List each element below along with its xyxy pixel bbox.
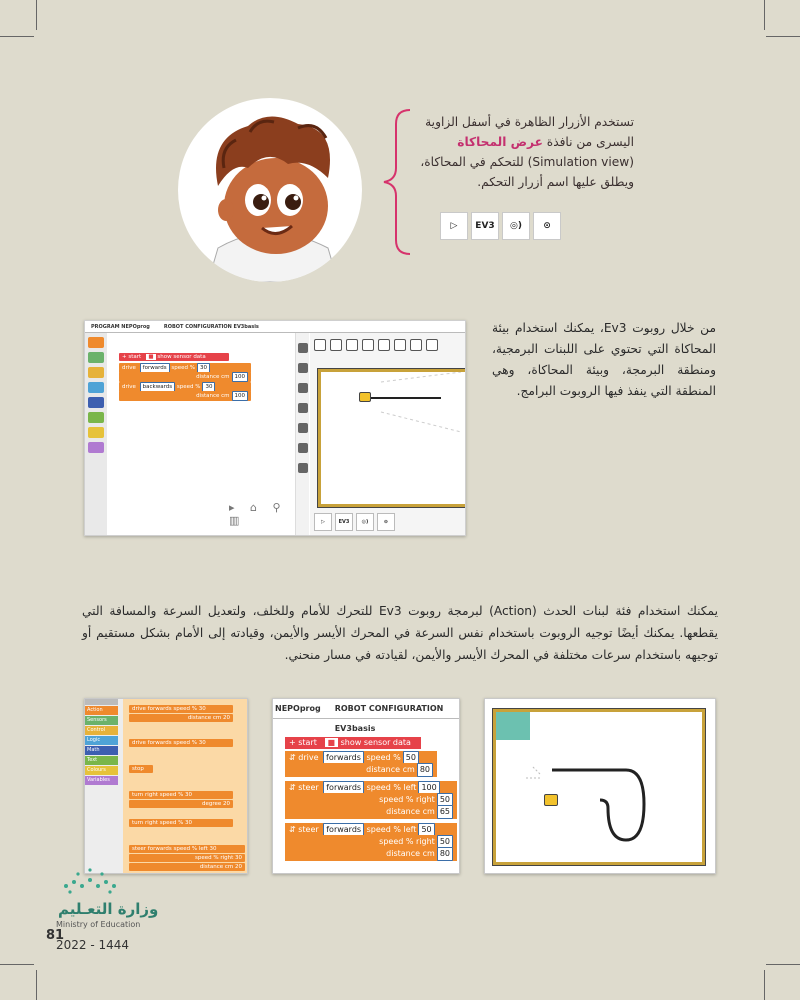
speed-right-row: speed % right 50 <box>285 793 457 807</box>
category-text[interactable] <box>88 412 104 423</box>
drive-block[interactable]: drive forwards speed % 30 <box>119 363 251 373</box>
crop-mark <box>764 970 765 1000</box>
category-list <box>85 699 123 874</box>
drive-block[interactable]: ⇵ drive forwards speed % 50 <box>285 751 437 765</box>
simulation-screenshot <box>84 320 466 536</box>
category-control[interactable] <box>88 367 104 378</box>
tab-program[interactable]: NEPOprog <box>275 704 321 713</box>
curved-path-simulation <box>484 698 716 874</box>
category-sensors[interactable] <box>88 352 104 363</box>
crop-mark <box>764 0 765 30</box>
location-icon: ⊙ <box>533 212 561 240</box>
ministry-emblem-icon <box>56 866 126 896</box>
block-categories <box>85 333 107 536</box>
crop-mark <box>36 0 37 30</box>
category-math[interactable] <box>88 397 104 408</box>
category-header <box>85 699 118 705</box>
page-number: 81 <box>46 928 65 943</box>
simulation-board <box>493 709 705 865</box>
play-button[interactable]: ▷ <box>314 513 332 531</box>
robot-icon <box>359 392 371 402</box>
ministry-name-arabic: وزارة التعـليم <box>58 900 159 918</box>
turn-block[interactable]: turn right speed % 30 <box>129 791 233 799</box>
distance-row: distance cm 80 <box>285 763 437 777</box>
paragraph-simulation-intro: من خلال روبوت Ev3، يمكنك استخدام بيئة المحاكاة التي تحتوي على اللبنات البرمجية، ومنطقة البرمجة، وبيئة المحاكاة، وهي المنطقة التي ينفذ فيها الروبوت البرامج. <box>492 321 716 398</box>
ministry-logo <box>56 866 166 929</box>
ministry-name-english: Ministry of Education <box>56 920 141 929</box>
tab-robot-configuration[interactable]: ROBOT CONFIGURATION EV3basis <box>163 324 259 330</box>
ev3-icon: EV3 <box>471 212 499 240</box>
turn-block[interactable]: turn right speed % 30 <box>129 819 233 827</box>
drive-backwards-block[interactable]: drive backwards speed % 30 <box>119 382 251 392</box>
category-variables[interactable] <box>88 442 104 453</box>
category-variables[interactable]: Variables <box>85 776 118 785</box>
category-math[interactable]: Math <box>85 746 118 755</box>
drive-block[interactable]: drive forwards speed % 30 <box>129 739 233 747</box>
category-logic[interactable] <box>88 382 104 393</box>
speed-right-row: speed % right 30 <box>129 854 245 862</box>
crop-mark <box>0 36 34 37</box>
simulation-board <box>318 369 466 507</box>
distance-row: distance cm 20 <box>129 863 245 871</box>
simulation-view <box>310 333 466 536</box>
category-colours[interactable] <box>88 427 104 438</box>
curly-brace-icon <box>380 108 414 256</box>
distance-row: distance cm 80 <box>285 847 457 861</box>
crop-mark <box>766 964 800 965</box>
category-sensors[interactable]: Sensors <box>85 716 118 725</box>
steer-block-2[interactable]: ⇵ steer forwards speed % left 50 <box>285 823 457 837</box>
distance-row: distance cm 100 <box>119 391 251 401</box>
category-action[interactable]: Action <box>85 706 118 715</box>
sim-toolbar[interactable] <box>310 333 466 357</box>
start-block[interactable]: + start ■ show sensor data <box>119 353 229 361</box>
distance-row: distance cm 20 <box>129 714 233 722</box>
robot-icon <box>544 794 558 806</box>
action-blocks-screenshot <box>84 698 248 874</box>
programming-area[interactable] <box>109 333 295 536</box>
steer-program-screenshot <box>272 698 460 874</box>
simulation-control-buttons <box>314 513 395 531</box>
control-buttons-preview <box>440 212 561 240</box>
tip-text: تستخدم الأزرار الظاهرة في أسفل الزاوية اليسرى من نافذة عرض المحاكاة (Simulation view) للتحكم في المحاكاة، ويطلق عليها اسم أزرار التحكم. <box>420 115 634 189</box>
location-button[interactable]: ⊙ <box>377 513 395 531</box>
tab-robot-configuration[interactable]: ROBOT CONFIGURATION EV3basis <box>334 704 444 733</box>
category-logic[interactable]: Logic <box>85 736 118 745</box>
sensor-button[interactable]: ◎) <box>356 513 374 531</box>
sensor-sound-icon: ◎) <box>502 212 530 240</box>
ev3-button[interactable]: EV3 <box>335 513 353 531</box>
mascot-illustration <box>178 98 362 282</box>
drive-block[interactable]: drive forwards speed % 30 <box>129 705 233 713</box>
edition-year: 2022 - 1444 <box>56 938 130 952</box>
start-block[interactable]: + start ■ show sensor data <box>285 737 421 749</box>
degree-row: degree 20 <box>129 800 233 808</box>
distance-row: distance cm 100 <box>119 372 251 382</box>
crop-mark <box>766 36 800 37</box>
stop-block[interactable]: stop <box>129 765 153 773</box>
steer-block[interactable]: steer forwards speed % left 30 <box>129 845 245 853</box>
speed-right-row: speed % right 50 <box>285 835 457 849</box>
category-action[interactable] <box>88 337 104 348</box>
distance-row: distance cm 65 <box>285 805 457 819</box>
category-text[interactable]: Text <box>85 756 118 765</box>
tab-program[interactable]: PROGRAM NEPOprog <box>91 324 150 330</box>
crop-mark <box>36 970 37 1000</box>
steer-block-1[interactable]: ⇵ steer forwards speed % left 100 <box>285 781 457 795</box>
paragraph-action-blocks: يمكنك استخدام فئة لبنات الحدث (Action) لبرمجة روبوت Ev3 للتحرك للأمام وللخلف، ولتعديل السرعة والمسافة التي يقطعها. يمكنك أيضًا توجيه الروبوت باستخدام نفس السرعة في المحرك الأيسر والأيمن، وقيادته إلى الأمام بشكل مستقيم أو توجيهه باستخدام سرعات مختلفة في المحرك الأيسر والأيمن، لقيادته في مسار منحني. <box>82 604 718 662</box>
play-icon: ▷ <box>440 212 468 240</box>
side-toolbar <box>295 333 309 536</box>
workspace-controls[interactable]: ▸ ⌂ ⚲ ▥ <box>229 501 287 527</box>
category-colours[interactable]: Colours <box>85 766 118 775</box>
category-control[interactable]: Control <box>85 726 118 735</box>
crop-mark <box>0 964 34 965</box>
